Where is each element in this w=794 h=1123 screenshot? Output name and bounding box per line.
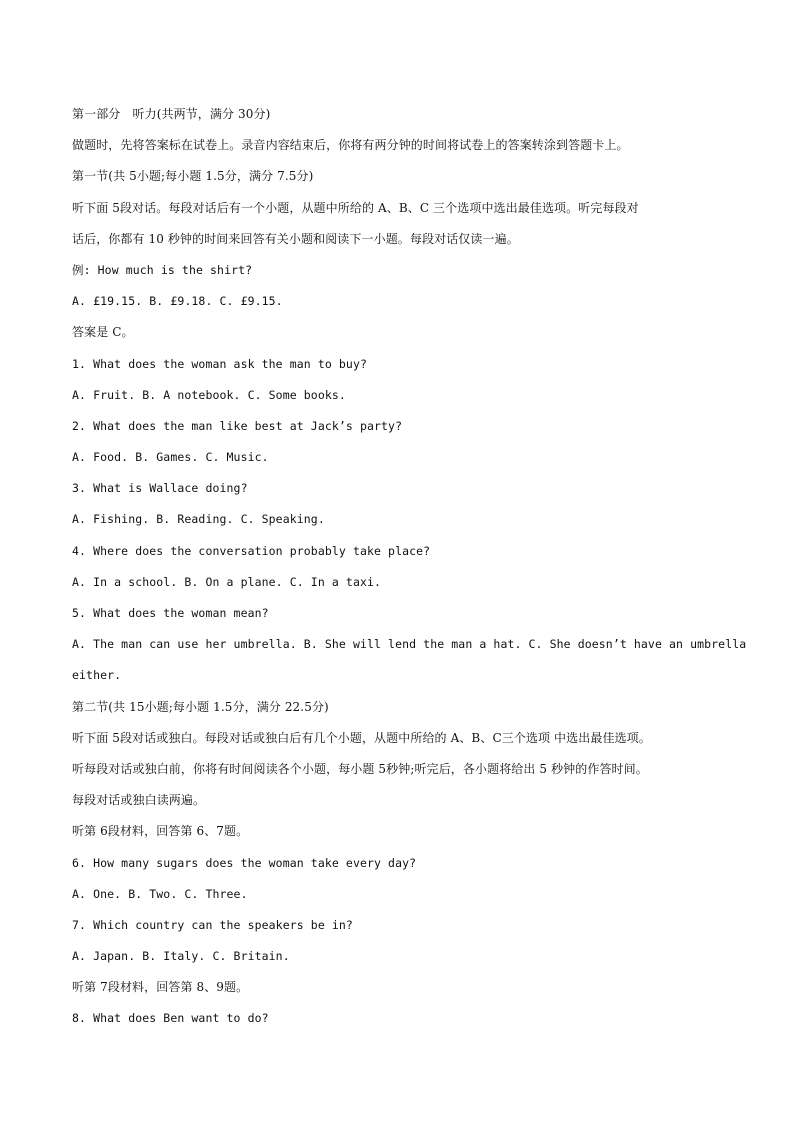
- section-heading: 第一部分 听力(共两节，满分 30分): [72, 107, 271, 121]
- subsection-heading: 第一节(共 5小题;每小题 1.5分，满分 7.5分): [72, 169, 314, 184]
- question-3-options: A. Fishing. B. Reading. C. Speaking.: [72, 512, 325, 527]
- material-heading: 听第 7段材料，回答第 8、9题。: [72, 980, 249, 995]
- example-answer: 答案是 C。: [72, 325, 134, 340]
- question-4: 4. Where does the conversation probably take place?: [72, 543, 431, 558]
- question-5: 5. What does the woman mean?: [72, 606, 269, 620]
- example-question: 例: How much is the shirt?: [72, 262, 253, 277]
- question-6-options: A. One. B. Two. C. Three.: [72, 886, 248, 901]
- instruction-text: 听下面 5段对话。每段对话后有一个小题，从题中所给的 A、B、C 三个选项中选出最佳选项。听完每段对: [72, 200, 639, 215]
- question-5-options-continued: either.: [72, 668, 122, 683]
- instruction-text: 话后，你都有 10 秒钟的时间来回答有关小题和阅读下一小题。每段对话仅读一遍。: [72, 231, 519, 246]
- question-7: 7. Which country can the speakers be in?: [72, 917, 353, 932]
- question-5-options: A. The man can use her umbrella. B. She will lend the man a hat. C. She doesn’t have an umbrella: [72, 637, 747, 652]
- instruction-text: 做题时，先将答案标在试卷上。录音内容结束后，你将有两分钟的时间将试卷上的答案转涂到答题卡上。: [72, 138, 629, 153]
- question-8: 8. What does Ben want to do?: [72, 1011, 269, 1026]
- instruction-text: 每段对话或独白读两遍。: [72, 793, 206, 808]
- question-3: 3. What is Wallace doing?: [72, 481, 248, 496]
- subsection-heading: 第二节(共 15小题;每小题 1.5分，满分 22.5分): [72, 699, 329, 714]
- material-heading: 听第 6段材料，回答第 6、7题。: [72, 824, 249, 839]
- question-1: 1. What does the woman ask the man to buy?: [72, 356, 367, 371]
- question-4-options: A. In a school. B. On a plane. C. In a taxi.: [72, 574, 382, 589]
- question-2-options: A. Food. B. Games. C. Music.: [72, 450, 269, 465]
- question-7-options: A. Japan. B. Italy. C. Britain.: [72, 949, 290, 964]
- exam-page: [72, 99, 747, 1035]
- instruction-text: 听下面 5段对话或独白。每段对话或独白后有几个小题，从题中所给的 A、B、C三个选项 中选出最佳选项。: [72, 730, 651, 745]
- question-1-options: A. Fruit. B. A notebook. C. Some books.: [72, 387, 346, 402]
- question-6: 6. How many sugars does the woman take every day?: [72, 855, 417, 870]
- question-2: 2. What does the man like best at Jack’s party?: [72, 418, 403, 433]
- example-options: A. £19.15. B. £9.18. C. £9.15.: [72, 294, 283, 309]
- instruction-text: 听每段对话或独白前，你将有时间阅读各个小题，每小题 5秒钟;听完后，各小题将给出 5 秒钟的作答时间。: [72, 761, 648, 776]
